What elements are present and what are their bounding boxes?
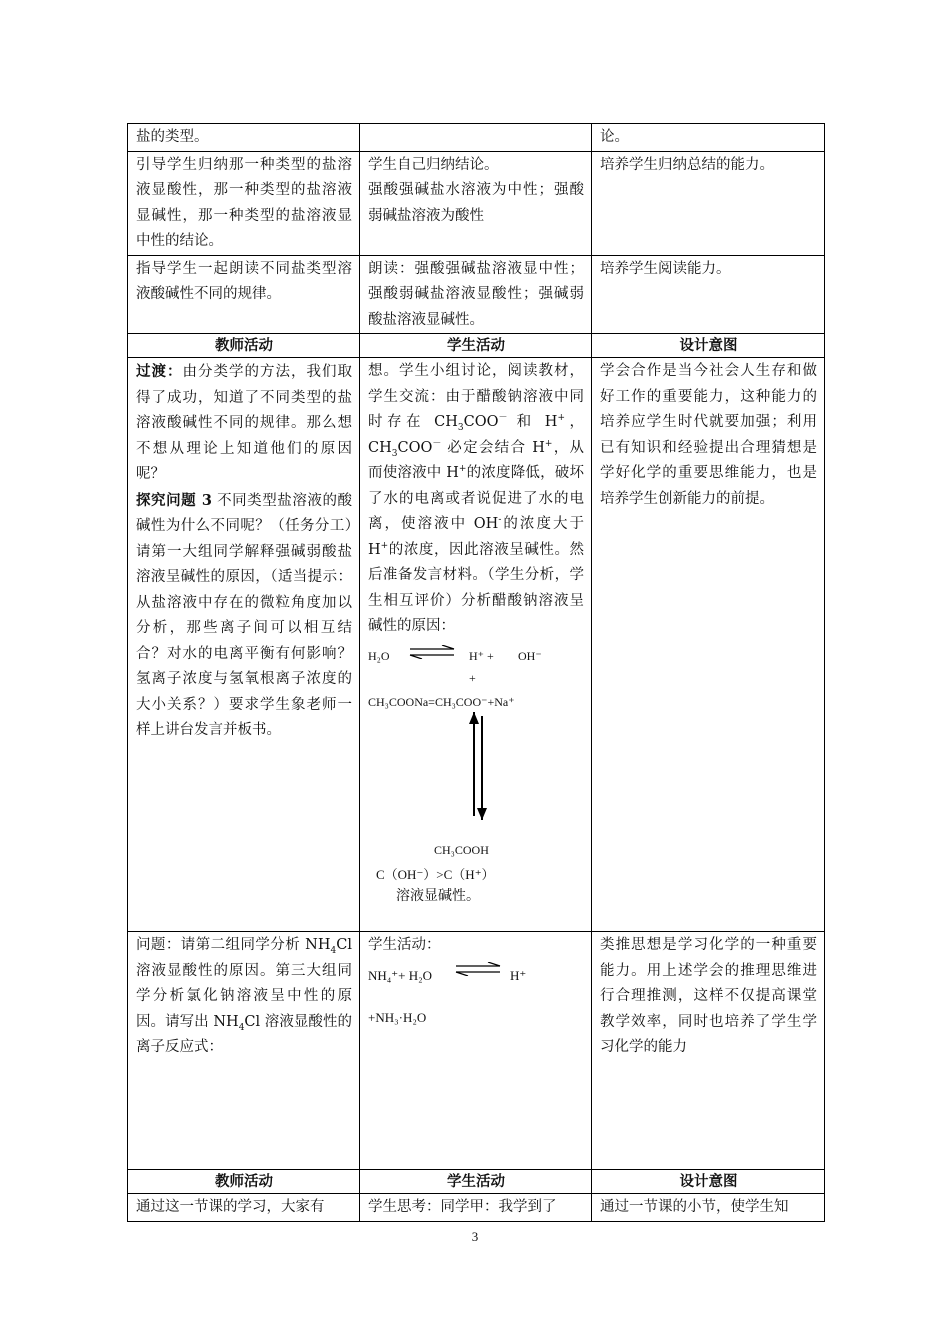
design-cell: 培养学生归纳总结的能力。 [592, 151, 825, 255]
header-teacher: 教师活动 [128, 1170, 360, 1194]
student-cell [360, 124, 592, 152]
table-row [128, 255, 825, 334]
student-cell [360, 358, 592, 932]
student-explanation: 想。学生小组讨论，阅读教材，学生交流：由于醋酸钠溶液中同时存在 $CH_3COO^-$ 和 H+， $CH_3COO^-$ 必定会结合 H+，从而使溶液中 H+的浓度降低，破坏了水的电离或者说促进了水的电离，使溶液中 OH-的浓度大于 H+的浓度，因此溶液呈碱性。然后准备发言材料。（学生分析，学生相互评价）分析醋酸钠溶液呈碱性的原因： [368, 363, 584, 634]
table-row [128, 151, 825, 255]
equilibrium-arrows-icon [408, 645, 456, 659]
teacher-cell: 引导学生归纳那一种类型的盐溶液显酸性，那一种类型的盐溶液显碱性，那一种类型的盐溶液显中性的结论。 [128, 151, 360, 255]
header-student: 学生活动 [360, 1170, 592, 1194]
table-header-row [128, 334, 825, 358]
design-cell: 培养学生阅读能力。 [592, 255, 825, 334]
table-row [128, 1194, 825, 1222]
teacher-cell: 指导学生一起朗读不同盐类型溶液酸碱性不同的规律。 [128, 255, 360, 334]
student-cell: 学生自己归纳结论。 强酸强碱盐水溶液为中性；强酸弱碱盐溶液为酸性 [360, 151, 592, 255]
student-cell: 朗读：强酸强碱盐溶液显中性；强酸弱碱盐溶液显酸性；强碱弱酸盐溶液显碱性。 [360, 255, 592, 334]
teacher-cell: 盐的类型。 [128, 124, 360, 152]
lesson-plan-table [127, 123, 825, 1222]
student-cell: 学生活动： NH₄⁺+ H₂O H⁺ +NH₃·H₂O [360, 932, 592, 1170]
table-header-row [128, 1170, 825, 1194]
design-cell: 学会合作是当今社会人生存和做好工作的重要能力，这种能力的培养应学生时代就要加强；利用已有知识和经验提出合理猜想是学好化学的重要思维能力，也是培养学生创新能力的前提。 [592, 358, 825, 932]
design-cell: 通过一节课的小节，使学生知 [592, 1194, 825, 1222]
header-design: 设计意图 [592, 334, 825, 358]
ammonium-equation: NH₄⁺+ H₂O H⁺ +NH₃·H₂O [368, 959, 584, 1015]
equilibrium-arrows-icon [454, 962, 502, 976]
table-row [128, 358, 825, 932]
teacher-cell: 通过这一节课的学习，大家有 [128, 1194, 360, 1222]
table-row [128, 932, 825, 1170]
design-cell: 类推思想是学习化学的一种重要能力。用上述学会的推理思维进行合理推测，这样不仅提高课堂教学效率，同时也培养了学生学习化学的能力 [592, 932, 825, 1170]
teacher-cell: 过渡：由分类学的方法，我们取得了成功，知道了不同类型的盐溶液酸碱性不同的规律。那么想不想从理论上知道他们的原因呢？ 探究问题 3 不同类型盐溶液的酸碱性为什么不同呢？（任务分工）请第一大组同学解释强碱弱酸盐溶液呈碱性的原因，（适当提示：从盐溶液中存在的微粒角度加以分析，那些离子间可以相互结合？对水的电离平衡有何影响？氢离子浓度与氢氧根离子浓度的大小关系？）要求学生象老师一样上讲台发言并板书。 [128, 358, 360, 932]
teacher-cell: 问题：请第二组同学分析 $NH_4Cl$ 溶液显酸性的原因。第三大组同学分析氯化钠溶液呈中性的原因。请写出 $NH_4Cl$ 溶液显酸性的离子反应式： [128, 932, 360, 1170]
header-design: 设计意图 [592, 1170, 825, 1194]
table-row [128, 124, 825, 152]
header-teacher: 教师活动 [128, 334, 360, 358]
vertical-equilibrium-arrows-icon [466, 710, 490, 822]
equation-diagram: H₂O H⁺ + OH⁻ + CH₃COONa=CH₃COO⁻+Na⁺ CH₃COOH C（OH⁻）>C（H⁺） 溶液显碱性。 [368, 640, 584, 902]
header-student: 学生活动 [360, 334, 592, 358]
design-cell: 论。 [592, 124, 825, 152]
student-cell: 学生思考：同学甲：我学到了 [360, 1194, 592, 1222]
page-number: 3 [471, 1229, 479, 1244]
